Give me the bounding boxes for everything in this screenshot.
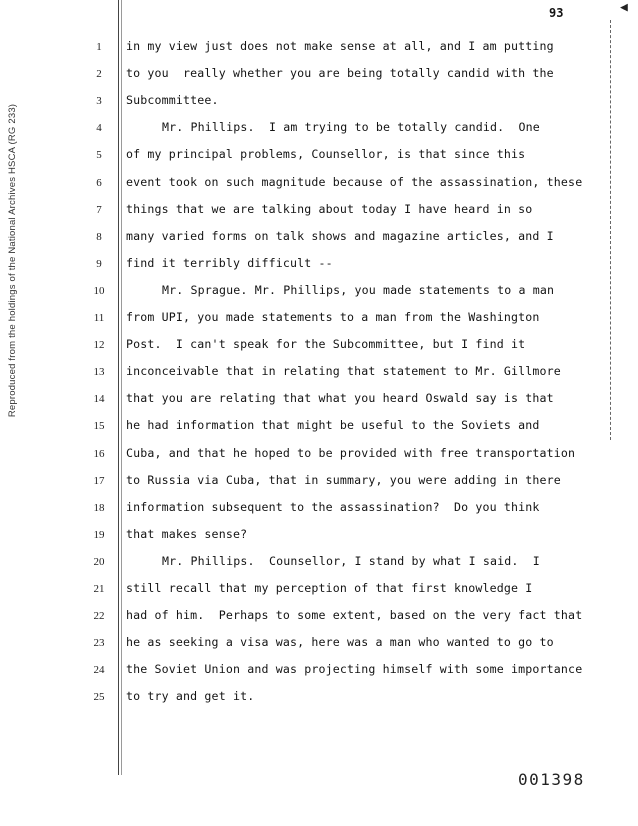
line-number: 19 (93, 529, 105, 541)
transcript-line: still recall that my perception of that first knowledge I (126, 581, 533, 595)
line-number: 8 (96, 231, 102, 243)
line-number: 2 (96, 68, 102, 80)
transcript-line: in my view just does not make sense at all, and I am putting (126, 39, 554, 53)
corner-arrow-icon: ◀ (620, 0, 628, 15)
transcript-line: the Soviet Union and was projecting himself with some importance (126, 662, 583, 676)
transcript-line: he as seeking a visa was, here was a man who wanted to go to (126, 635, 554, 649)
line-number: 6 (96, 177, 102, 189)
transcript-line: to try and get it. (126, 689, 255, 703)
transcript-line: many varied forms on talk shows and magazine articles, and I (126, 229, 554, 243)
archive-note-text: Reproduced from the holdings of the National Archives HSCA (RG 233) (7, 103, 19, 417)
line-number: 20 (93, 556, 105, 568)
transcript-line: inconceivable that in relating that statement to Mr. Gillmore (126, 364, 561, 378)
transcript-line: things that we are talking about today I have heard in so (126, 202, 533, 216)
transcript-line: Mr. Sprague. Mr. Phillips, you made statements to a man (162, 283, 555, 297)
line-number: 18 (93, 502, 105, 514)
transcript-line: he had information that might be useful to the Soviets and (126, 418, 540, 432)
line-number: 13 (93, 366, 105, 378)
transcript-line: of my principal problems, Counsellor, is that since this (126, 147, 526, 161)
line-number: 25 (93, 691, 105, 703)
line-number: 3 (96, 95, 102, 107)
line-number: 16 (93, 448, 105, 460)
transcript-line: from UPI, you made statements to a man from the Washington (126, 310, 540, 324)
transcript-line: to Russia via Cuba, that in summary, you were adding in there (126, 473, 561, 487)
transcript-line: event took on such magnitude because of the assassination, these (126, 175, 583, 189)
left-margin-rule-inner (121, 0, 122, 775)
transcript-line: had of him. Perhaps to some extent, based on the very fact that (126, 608, 583, 622)
line-number: 1 (96, 41, 102, 53)
line-number: 10 (93, 285, 105, 297)
transcript-line: information subsequent to the assassination? Do you think (126, 500, 540, 514)
transcript-line: Subcommittee. (126, 93, 219, 107)
transcript-line: find it terribly difficult -- (126, 256, 333, 270)
page-number: 93 (549, 6, 564, 20)
transcript-line: Mr. Phillips. Counsellor, I stand by what I said. I (162, 554, 540, 568)
line-number: 14 (93, 393, 105, 405)
line-number: 11 (93, 312, 105, 324)
line-number: 9 (96, 258, 102, 270)
transcript-line: Post. I can't speak for the Subcommittee, but I find it (126, 337, 526, 351)
line-number: 21 (93, 583, 105, 595)
transcript-line: that makes sense? (126, 527, 248, 541)
transcript-line: Cuba, and that he hoped to be provided with free transportation (126, 446, 576, 460)
line-number: 4 (96, 122, 102, 134)
line-number: 23 (93, 637, 105, 649)
left-margin-rule (118, 0, 119, 775)
transcript-line: to you really whether you are being totally candid with the (126, 66, 554, 80)
line-number: 5 (96, 149, 102, 161)
transcript-line: Mr. Phillips. I am trying to be totally candid. One (162, 120, 540, 134)
line-number: 24 (93, 664, 105, 676)
line-number: 12 (93, 339, 105, 351)
line-number: 22 (93, 610, 105, 622)
line-number: 7 (96, 204, 102, 216)
line-number: 17 (93, 475, 105, 487)
archive-side-note (2, 40, 24, 480)
document-stamp: 001398 (518, 770, 585, 789)
transcript-line: that you are relating that what you heard Oswald say is that (126, 391, 554, 405)
line-number: 15 (93, 420, 105, 432)
